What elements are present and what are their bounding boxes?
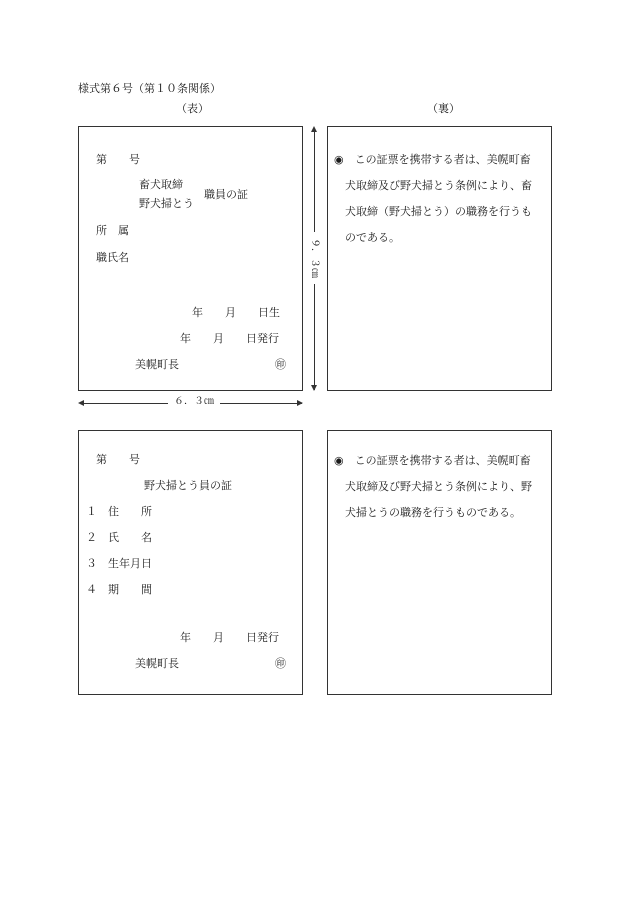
arrow-down-icon: [311, 385, 317, 391]
card2-back-line: ◉ この証票を携帯する者は、美幌町畜: [334, 454, 531, 467]
form-title: 様式第６号（第１０条関係）: [78, 82, 221, 95]
card1-back-line: ◉ この証票を携帯する者は、美幌町畜: [334, 153, 531, 166]
card2-title: 野犬掃とう員の証: [144, 479, 232, 492]
card2-item-name: ２ 氏 名: [86, 531, 152, 544]
card1-front: [78, 126, 303, 391]
card2-item-birthdate: ３ 生年月日: [86, 557, 152, 570]
card2-item-address: １ 住 所: [86, 505, 152, 518]
card2-back: [327, 430, 552, 695]
card1-back-line: のである。: [345, 231, 400, 244]
card1-back-line: 犬取締（野犬掃とう）の職務を行うも: [345, 205, 532, 218]
card1-issue-date: 年 月 日発行: [180, 332, 279, 345]
arrow-left-icon: [78, 400, 84, 406]
width-label: ６．３㎝: [168, 397, 220, 407]
card2-number: 第 号: [96, 453, 140, 466]
card2-seal: ㊞: [275, 657, 286, 670]
card1-name-label: 職氏名: [96, 251, 129, 264]
card2-issue-date: 年 月 日発行: [180, 631, 279, 644]
height-label: ９．３㎝: [307, 232, 321, 284]
card1-issuer: 美幌町長: [135, 358, 179, 371]
card2-back-line: 犬取締及び野犬掃とう条例により、野: [345, 480, 532, 493]
card1-title-line2: 野犬掃とう: [139, 197, 194, 210]
back-label: （裏）: [427, 102, 460, 115]
front-label: （表）: [176, 102, 209, 115]
card2-item-period: ４ 期 間: [86, 583, 152, 596]
card1-birth-date: 年 月 日生: [192, 306, 280, 319]
arrow-up-icon: [311, 126, 317, 132]
card1-number: 第 号: [96, 153, 140, 166]
card1-back-line: 犬取締及び野犬掃とう条例により、畜: [345, 179, 532, 192]
arrow-right-icon: [297, 400, 303, 406]
card1-title-line1: 畜犬取締: [139, 178, 183, 191]
card1-title-suffix: 職員の証: [204, 188, 248, 201]
card2-back-line: 犬掃とうの職務を行うものである。: [345, 506, 521, 519]
card1-affiliation: 所 属: [96, 224, 129, 237]
card2-issuer: 美幌町長: [135, 657, 179, 670]
card1-seal: ㊞: [275, 358, 286, 371]
card2-front: [78, 430, 303, 695]
card1-back: [327, 126, 552, 391]
